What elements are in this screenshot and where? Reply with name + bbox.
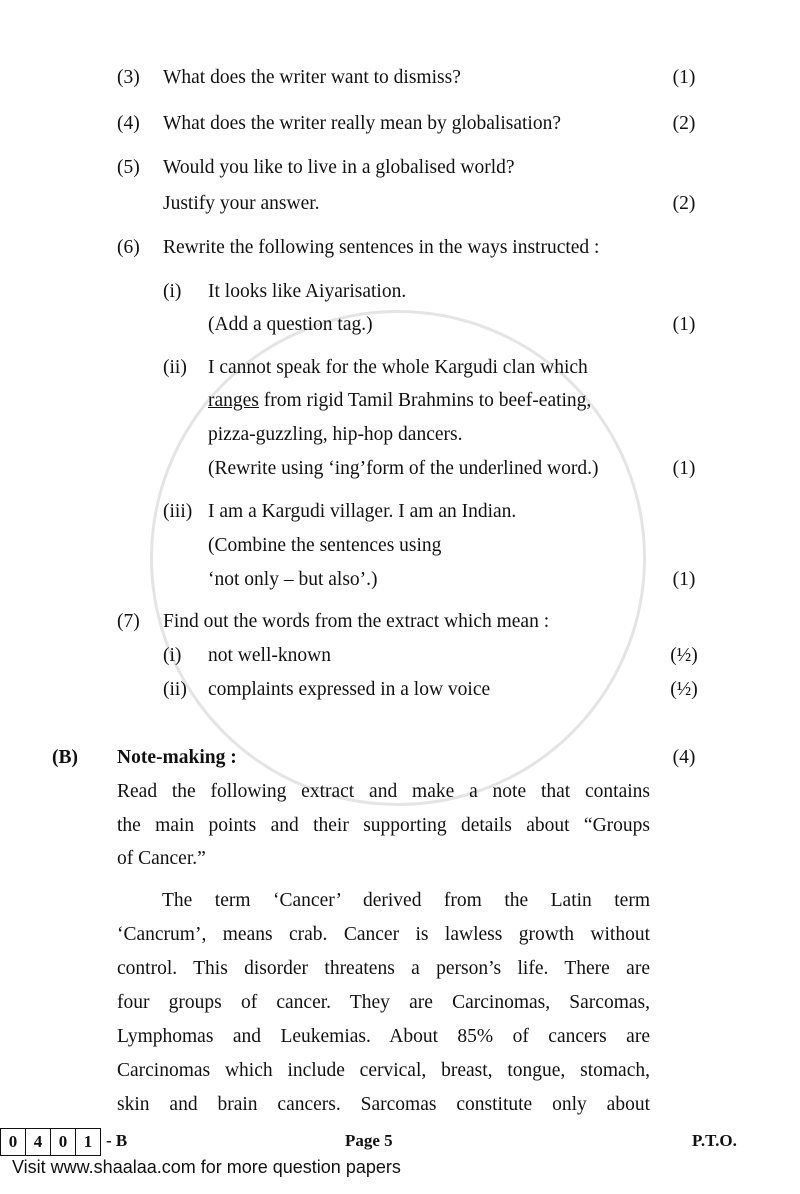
q7-i-marks: (½)	[670, 645, 698, 666]
pto: P.T.O.	[692, 1131, 737, 1150]
q6-iii-marks: (1)	[672, 569, 696, 590]
q6-ii-line3: pizza-guzzling, hip-hop dancers.	[208, 424, 463, 445]
q5-line1: Would you like to live in a globalised world?	[163, 157, 515, 178]
code-digit: 0	[51, 1128, 76, 1156]
code-digit: 0	[0, 1128, 26, 1156]
q7-text: Find out the words from the extract which mean :	[163, 611, 550, 632]
q5-line2: Justify your answer.	[163, 193, 320, 214]
paragraph-line: Carcinomas which include cervical, breast, tongue, stomach,	[117, 1060, 650, 1081]
paper-code	[0, 1128, 101, 1156]
q4-marks: (2)	[672, 113, 696, 134]
section-b-title: Note-making :	[117, 747, 237, 768]
q3-text: What does the writer want to dismiss?	[163, 67, 461, 88]
paragraph-line: Lymphomas and Leukemias. About 85% of cancers are	[117, 1026, 650, 1047]
paragraph-line: four groups of cancer. They are Carcinomas, Sarcomas,	[117, 992, 650, 1013]
q6-text: Rewrite the following sentences in the ways instructed :	[163, 237, 600, 258]
page-number: Page 5	[345, 1131, 393, 1150]
q6-ii-number: (ii)	[163, 357, 187, 378]
q6-iii-line3: ‘not only – but also’.)	[208, 569, 378, 590]
q5-marks: (2)	[672, 193, 696, 214]
q6-ii-line1: I cannot speak for the whole Kargudi clan which	[208, 357, 588, 378]
q6-ii-line2	[208, 389, 591, 413]
q7-i-number: (i)	[163, 645, 182, 666]
q3-marks: (1)	[672, 67, 696, 88]
q3-number: (3)	[117, 67, 140, 88]
q7-i-text: not well-known	[208, 645, 331, 666]
code-digit: 1	[76, 1128, 101, 1156]
q6-i-line2: (Add a question tag.)	[208, 314, 373, 335]
q6-iii-line2: (Combine the sentences using	[208, 535, 442, 556]
q7-ii-marks: (½)	[670, 679, 698, 700]
q6-i-line1: It looks like Aiyarisation.	[208, 281, 407, 302]
q4-text: What does the writer really mean by globalisation?	[163, 113, 561, 134]
instruction-line: the main points and their supporting details about “Groups	[117, 815, 650, 836]
q7-number: (7)	[117, 611, 140, 632]
q6-ii-line4: (Rewrite using ‘ing’form of the underlined word.)	[208, 458, 599, 479]
q5-number: (5)	[117, 157, 140, 178]
q6-ii-line2-text: from rigid Tamil Brahmins to beef-eating,	[263, 390, 592, 411]
visit-link[interactable]: Visit www.shaalaa.com for more question papers	[12, 1157, 401, 1177]
section-b-marks: (4)	[672, 747, 696, 768]
underlined-word: ranges	[208, 390, 259, 411]
section-b-label: (B)	[52, 747, 78, 768]
instruction-line: Read the following extract and make a note that contains	[117, 781, 650, 802]
q6-number: (6)	[117, 237, 140, 258]
q7-ii-number: (ii)	[163, 679, 187, 700]
q7-ii-text: complaints expressed in a low voice	[208, 679, 491, 700]
q6-i-marks: (1)	[672, 314, 696, 335]
code-suffix: - B	[106, 1131, 128, 1150]
q6-i-number: (i)	[163, 281, 182, 302]
q6-iii-line1: I am a Kargudi villager. I am an Indian.	[208, 501, 517, 522]
q6-ii-marks: (1)	[672, 458, 696, 479]
q4-number: (4)	[117, 113, 140, 134]
paragraph-line: ‘Cancrum’, means crab. Cancer is lawless growth without	[117, 924, 650, 945]
watermark-circle	[150, 310, 646, 806]
paragraph-line: The term ‘Cancer’ derived from the Latin term	[162, 890, 650, 911]
paragraph-line: skin and brain cancers. Sarcomas constitute only about	[117, 1094, 650, 1115]
code-digit: 4	[26, 1128, 51, 1156]
paragraph-line: control. This disorder threatens a person’s life. There are	[117, 958, 650, 979]
instruction-line: of Cancer.”	[117, 848, 206, 869]
q6-iii-number: (iii)	[163, 501, 193, 522]
